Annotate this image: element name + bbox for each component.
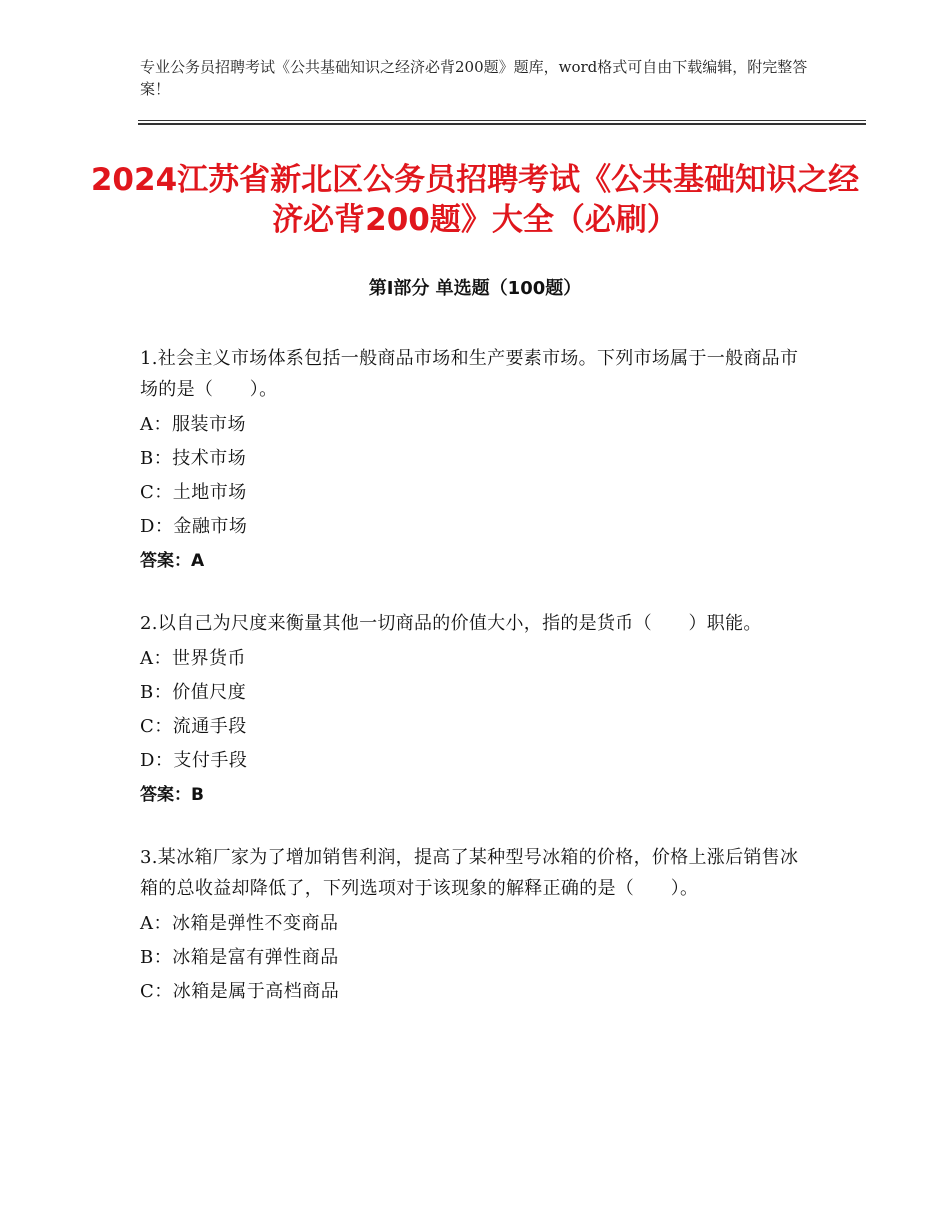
question-stem: 3.某冰箱厂家为了增加销售利润，提高了某种型号冰箱的价格，价格上涨后销售冰箱的总收益却降低了，下列选项对于该现象的解释正确的是（ ）。 (140, 847, 799, 899)
option-a: A：服装市场 (140, 414, 246, 435)
option-a: A：世界货币 (140, 648, 246, 669)
option-b: B：冰箱是富有弹性商品 (140, 947, 339, 968)
document-title: 2024江苏省新北区公务员招聘考试《公共基础知识之经济必背200题》大全（必刷） (90, 162, 860, 238)
answer-label: 答案：B (140, 785, 204, 805)
question-1 (140, 343, 800, 578)
question-list (140, 343, 800, 1039)
header-note: 专业公务员招聘考试《公共基础知识之经济必背200题》题库，word格式可自由下载编辑，附完整答案！ (140, 58, 808, 98)
option-c: C：冰箱是属于高档商品 (140, 981, 340, 1002)
option-a: A：冰箱是弹性不变商品 (140, 913, 339, 934)
header-divider-thick (138, 123, 866, 125)
option-b: B：技术市场 (140, 448, 247, 469)
option-c: C：土地市场 (140, 482, 247, 503)
option-c: C：流通手段 (140, 716, 247, 737)
header-divider-thin (138, 120, 866, 121)
option-d: D：金融市场 (140, 516, 248, 537)
option-d: D：支付手段 (140, 750, 248, 771)
question-3 (140, 842, 800, 1009)
option-b: B：价值尺度 (140, 682, 247, 703)
answer-label: 答案：A (140, 551, 205, 571)
question-stem: 2.以自己为尺度来衡量其他一切商品的价值大小，指的是货币（ ）职能。 (140, 613, 762, 634)
question-2 (140, 608, 800, 812)
question-stem: 1.社会主义市场体系包括一般商品市场和生产要素市场。下列市场属于一般商品市场的是（ ）。 (140, 348, 799, 400)
section-title: 第Ⅰ部分 单选题（100题） (368, 278, 582, 299)
